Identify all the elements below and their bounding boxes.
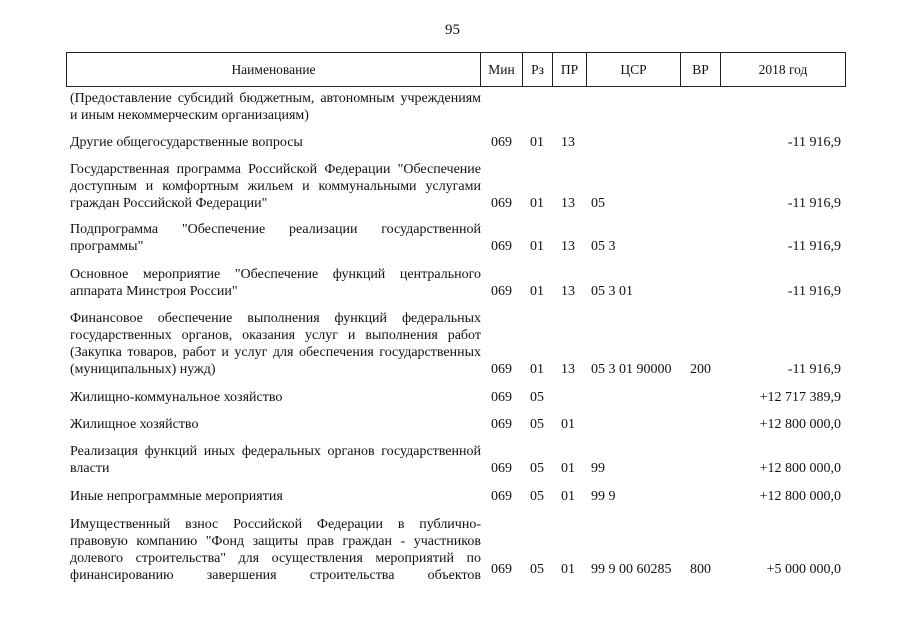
row-sum: -11 916,9 — [787, 284, 841, 299]
row-name: Подпрограмма "Обеспечение реализации государственной программы" — [70, 222, 481, 254]
row-sum: +5 000 000,0 — [766, 562, 841, 577]
row-csr: 99 9 00 60285 — [591, 562, 672, 577]
row-name: Государственная программа Российской Федерации "Обеспечение доступным и комфортным жильем и коммунальными услугами граждан Российской Федерации" — [70, 162, 481, 211]
row-name: Иные непрограммные мероприятия — [70, 489, 283, 504]
header-name: Наименование — [231, 62, 316, 77]
row-pr: 13 — [561, 362, 575, 377]
row-pr: 13 — [561, 196, 575, 211]
row-rz: 05 — [530, 461, 544, 476]
table-header — [66, 52, 846, 87]
header-csr: ЦСР — [586, 53, 680, 86]
row-name: Жилищно-коммунальное хозяйство — [70, 390, 283, 405]
row-min: 069 — [491, 461, 512, 476]
row-vr: 200 — [690, 362, 711, 377]
row-min: 069 — [491, 239, 512, 254]
row-csr: 05 3 01 — [591, 284, 633, 299]
row-pr: 13 — [561, 135, 575, 150]
row-sum: +12 800 000,0 — [759, 417, 841, 432]
row-name: Основное мероприятие "Обеспечение функций центрального аппарата Минстроя России" — [70, 267, 481, 299]
header-year: 2018 год — [720, 53, 845, 86]
row-rz: 01 — [530, 196, 544, 211]
row-name: Другие общегосударственные вопросы — [70, 135, 303, 150]
row-sum: -11 916,9 — [787, 239, 841, 254]
row-name: Финансовое обеспечение выполнения функций федеральных государственных органов, оказания услуг и выполнения работ (Закупка товаров, работ и услуг для обеспечения государственных (муниципальных) нужд) — [70, 311, 481, 377]
row-sum: -11 916,9 — [787, 135, 841, 150]
row-name: (Предоставление субсидий бюджетным, автономным учреждениям и иным некоммерческим организациям) — [70, 91, 481, 123]
row-csr: 05 3 01 90000 — [591, 362, 672, 377]
row-rz: 01 — [530, 135, 544, 150]
row-rz: 01 — [530, 239, 544, 254]
row-min: 069 — [491, 135, 512, 150]
row-min: 069 — [491, 196, 512, 211]
row-min: 069 — [491, 562, 512, 577]
row-csr: 05 — [591, 196, 605, 211]
row-min: 069 — [491, 362, 512, 377]
row-csr: 99 9 — [591, 489, 616, 504]
page-number: 95 — [445, 22, 460, 38]
header-pr: ПР — [552, 53, 586, 86]
row-rz: 05 — [530, 562, 544, 577]
row-pr: 13 — [561, 239, 575, 254]
row-pr: 13 — [561, 284, 575, 299]
header-vr: ВР — [680, 53, 720, 86]
row-pr: 01 — [561, 461, 575, 476]
row-min: 069 — [491, 390, 512, 405]
row-min: 069 — [491, 284, 512, 299]
row-csr: 05 3 — [591, 239, 616, 254]
row-name: Имущественный взнос Российской Федерации в публично-правовую компанию "Фонд защиты прав граждан - участников долевого строительства" для осуществления мероприятий по финансированию завершения строительства объектов — [70, 517, 481, 583]
row-rz: 01 — [530, 284, 544, 299]
row-sum: +12 800 000,0 — [759, 489, 841, 504]
row-min: 069 — [491, 489, 512, 504]
header-min: Мин — [480, 53, 522, 86]
row-pr: 01 — [561, 417, 575, 432]
row-name: Жилищное хозяйство — [70, 417, 199, 432]
row-rz: 01 — [530, 362, 544, 377]
row-sum: -11 916,9 — [787, 362, 841, 377]
row-sum: +12 800 000,0 — [759, 461, 841, 476]
row-sum: -11 916,9 — [787, 196, 841, 211]
header-rz: Рз — [522, 53, 552, 86]
row-sum: +12 717 389,9 — [759, 390, 841, 405]
row-rz: 05 — [530, 489, 544, 504]
row-vr: 800 — [690, 562, 711, 577]
row-csr: 99 — [591, 461, 605, 476]
row-rz: 05 — [530, 417, 544, 432]
row-pr: 01 — [561, 489, 575, 504]
row-pr: 01 — [561, 562, 575, 577]
row-min: 069 — [491, 417, 512, 432]
row-rz: 05 — [530, 390, 544, 405]
row-name: Реализация функций иных федеральных органов государственной власти — [70, 444, 481, 476]
